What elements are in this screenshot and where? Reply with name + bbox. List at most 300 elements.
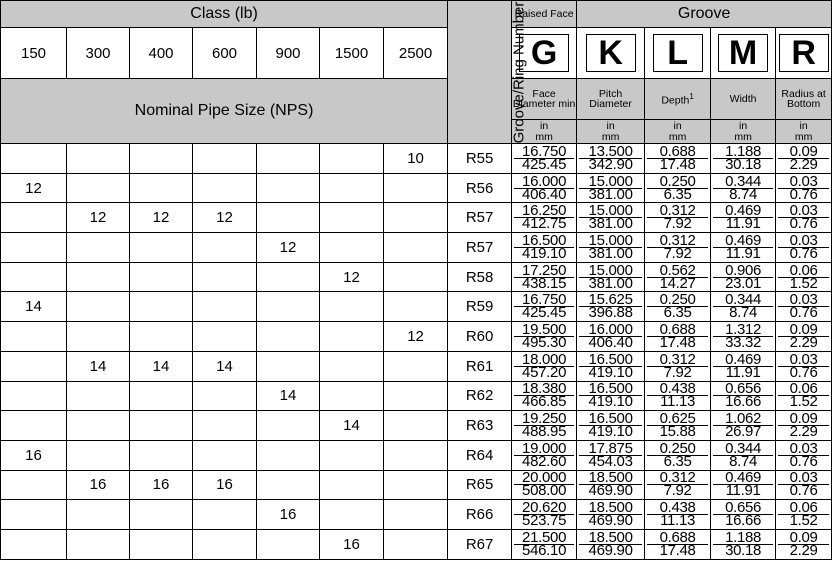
- letter-m: M: [718, 34, 768, 72]
- face-cell: [512, 292, 577, 322]
- pitch-mm-value: 381.00: [579, 217, 642, 230]
- nps-cell-600: [193, 411, 257, 441]
- width-cell: [711, 440, 776, 470]
- face-inch-value: 20.000: [522, 469, 567, 487]
- radius-mm-value: 0.76: [778, 188, 829, 201]
- depth-inch-value: 0.312: [659, 202, 696, 220]
- radius-inch-value: 0.09: [789, 410, 818, 428]
- nps-cell-300: [67, 144, 130, 174]
- class-150: 150: [1, 28, 67, 79]
- nps-cell-400: [130, 262, 193, 292]
- face-inch-value: 16.250: [522, 202, 567, 220]
- width-mm-value: 16.66: [713, 395, 773, 408]
- radius-mm-value: 0.76: [778, 306, 829, 319]
- depth-header: Depth$^1$: [645, 79, 711, 120]
- nps-cell-150: 12: [1, 173, 67, 203]
- class-900: 900: [257, 28, 320, 79]
- nps-cell-400: 14: [130, 351, 193, 381]
- face-mm-value: 412.75: [514, 217, 574, 230]
- depth-mm-value: 17.48: [647, 158, 708, 171]
- face-mm-value: 438.15: [514, 277, 574, 290]
- radius-inch-value: 0.09: [789, 142, 818, 160]
- unit-face: in mm: [512, 120, 577, 144]
- width-inch-value: 1.312: [725, 320, 762, 338]
- table-row: [1, 411, 832, 441]
- depth-mm-value: 7.92: [647, 247, 708, 260]
- nps-cell-300: [67, 233, 130, 263]
- ring-number-header: Groove/Ring Number: [448, 1, 512, 144]
- depth-cell: [645, 411, 711, 441]
- face-inch-value: 19.500: [522, 320, 567, 338]
- nps-cell-1500: [320, 440, 384, 470]
- nps-cell-300: [67, 440, 130, 470]
- face-mm-value: 457.20: [514, 366, 574, 379]
- width-inch-value: 1.062: [725, 410, 762, 428]
- depth-inch-value: 0.438: [659, 380, 696, 398]
- depth-inch-value: 0.438: [659, 499, 696, 517]
- width-inch-value: 0.344: [725, 439, 762, 457]
- radius-mm-value: 0.76: [778, 366, 829, 379]
- pitch-mm-value: 342.90: [579, 158, 642, 171]
- groove-header: Groove: [577, 1, 832, 28]
- nps-cell-600: [193, 292, 257, 322]
- table-row: [1, 440, 832, 470]
- nps-cell-900: [257, 322, 320, 352]
- nps-cell-1500: [320, 233, 384, 263]
- depth-cell: [645, 529, 711, 559]
- nps-cell-2500: [384, 292, 448, 322]
- ring-number-cell: R65: [448, 470, 512, 500]
- nps-cell-900: [257, 440, 320, 470]
- face-mm-value: 425.45: [514, 306, 574, 319]
- face-mm-value: 406.40: [514, 188, 574, 201]
- face-cell: [512, 381, 577, 411]
- pitch-mm-value: 406.40: [579, 336, 642, 349]
- radius-inch-value: 0.03: [789, 202, 818, 220]
- nps-cell-400: [130, 500, 193, 530]
- depth-mm-value: 14.27: [647, 277, 708, 290]
- width-inch-value: 0.469: [725, 231, 762, 249]
- nps-cell-400: [130, 529, 193, 559]
- letter-m-cell: [711, 28, 776, 79]
- nps-cell-1500: 16: [320, 529, 384, 559]
- radius-cell: [776, 292, 832, 322]
- face-inch-value: 21.500: [522, 528, 567, 546]
- width-cell: [711, 411, 776, 441]
- nps-cell-900: [257, 529, 320, 559]
- nps-cell-150: [1, 351, 67, 381]
- ring-number-cell: R67: [448, 529, 512, 559]
- nps-cell-900: 16: [257, 500, 320, 530]
- pitch-mm-value: 454.03: [579, 455, 642, 468]
- letter-l: L: [653, 34, 703, 72]
- width-cell: [711, 292, 776, 322]
- table-row: [1, 203, 832, 233]
- depth-inch-value: 0.250: [659, 439, 696, 457]
- width-cell: [711, 233, 776, 263]
- nps-cell-400: [130, 233, 193, 263]
- pitch-diameter-header: Pitch Diameter: [577, 79, 645, 120]
- nps-cell-600: [193, 262, 257, 292]
- ring-number-cell: R57: [448, 203, 512, 233]
- radius-inch-value: 0.09: [789, 320, 818, 338]
- face-cell: [512, 322, 577, 352]
- pitch-inch-value: 15.000: [588, 172, 633, 190]
- table-row: [1, 144, 832, 174]
- depth-cell: [645, 470, 711, 500]
- depth-inch-value: 0.312: [659, 350, 696, 368]
- nps-cell-150: [1, 500, 67, 530]
- ring-number-cell: R55: [448, 144, 512, 174]
- nps-cell-300: [67, 322, 130, 352]
- nps-cell-400: [130, 292, 193, 322]
- depth-mm-value: 17.48: [647, 544, 708, 557]
- nps-cell-900: 14: [257, 381, 320, 411]
- face-inch-value: 18.380: [522, 380, 567, 398]
- width-mm-value: 11.91: [713, 247, 773, 260]
- table-row: [1, 351, 832, 381]
- depth-inch-value: 0.312: [659, 231, 696, 249]
- width-mm-value: 30.18: [713, 544, 773, 557]
- depth-mm-value: 11.13: [647, 395, 708, 408]
- depth-mm-value: 7.92: [647, 217, 708, 230]
- nps-cell-150: 16: [1, 440, 67, 470]
- pitch-mm-value: 396.88: [579, 306, 642, 319]
- depth-inch-value: 0.688: [659, 320, 696, 338]
- nps-cell-1500: [320, 500, 384, 530]
- ring-number-cell: R56: [448, 173, 512, 203]
- nps-cell-150: [1, 233, 67, 263]
- nps-cell-600: [193, 144, 257, 174]
- depth-mm-value: 17.48: [647, 336, 708, 349]
- ring-number-cell: R64: [448, 440, 512, 470]
- face-mm-value: 546.10: [514, 544, 574, 557]
- class-header: Class (lb): [1, 1, 448, 28]
- nps-cell-600: [193, 381, 257, 411]
- table-body: [1, 144, 832, 560]
- nps-cell-1500: [320, 351, 384, 381]
- face-cell: [512, 203, 577, 233]
- radius-cell: [776, 233, 832, 263]
- pitch-cell: [577, 351, 645, 381]
- pitch-cell: [577, 500, 645, 530]
- pitch-mm-value: 419.10: [579, 425, 642, 438]
- nps-cell-400: [130, 173, 193, 203]
- face-mm-value: 495.30: [514, 336, 574, 349]
- pitch-inch-value: 15.000: [588, 261, 633, 279]
- table-row: [1, 529, 832, 559]
- radius-inch-value: 0.06: [789, 380, 818, 398]
- pitch-cell: [577, 411, 645, 441]
- face-cell: [512, 500, 577, 530]
- radius-cell: [776, 529, 832, 559]
- depth-cell: [645, 322, 711, 352]
- radius-mm-value: 2.29: [778, 336, 829, 349]
- nps-cell-900: 12: [257, 233, 320, 263]
- radius-cell: [776, 500, 832, 530]
- depth-cell: [645, 203, 711, 233]
- nps-cell-300: [67, 411, 130, 441]
- pitch-inch-value: 16.500: [588, 410, 633, 428]
- nps-cell-2500: [384, 173, 448, 203]
- table-row: [1, 233, 832, 263]
- nps-cell-400: 12: [130, 203, 193, 233]
- depth-cell: [645, 233, 711, 263]
- depth-mm-value: 7.92: [647, 366, 708, 379]
- pitch-mm-value: 469.90: [579, 544, 642, 557]
- face-inch-value: 19.000: [522, 439, 567, 457]
- radius-mm-value: 0.76: [778, 247, 829, 260]
- nps-cell-1500: [320, 322, 384, 352]
- face-cell: [512, 262, 577, 292]
- nps-cell-150: [1, 470, 67, 500]
- nps-cell-150: [1, 529, 67, 559]
- nps-cell-2500: [384, 233, 448, 263]
- width-inch-value: 1.188: [725, 142, 762, 160]
- ring-number-cell: R60: [448, 322, 512, 352]
- radius-mm-value: 2.29: [778, 425, 829, 438]
- raised-face-header: Raised Face: [512, 1, 577, 28]
- pitch-mm-value: 381.00: [579, 247, 642, 260]
- ring-number-cell: R62: [448, 381, 512, 411]
- pitch-cell: [577, 262, 645, 292]
- unit-radius: in mm: [776, 120, 832, 144]
- radius-mm-value: 0.76: [778, 484, 829, 497]
- width-cell: [711, 144, 776, 174]
- nps-cell-600: [193, 322, 257, 352]
- nps-cell-2500: [384, 411, 448, 441]
- nps-cell-300: 16: [67, 470, 130, 500]
- nps-cell-2500: [384, 381, 448, 411]
- depth-cell: [645, 144, 711, 174]
- pitch-inch-value: 15.000: [588, 202, 633, 220]
- nps-cell-1500: [320, 381, 384, 411]
- pitch-inch-value: 18.500: [588, 499, 633, 517]
- face-mm-value: 425.45: [514, 158, 574, 171]
- pitch-mm-value: 469.90: [579, 484, 642, 497]
- width-cell: [711, 173, 776, 203]
- face-inch-value: 16.750: [522, 291, 567, 309]
- table-row: [1, 262, 832, 292]
- nps-cell-2500: [384, 529, 448, 559]
- depth-mm-value: 7.92: [647, 484, 708, 497]
- width-mm-value: 33.32: [713, 336, 773, 349]
- radius-mm-value: 1.52: [778, 514, 829, 527]
- width-cell: [711, 500, 776, 530]
- ring-number-cell: R58: [448, 262, 512, 292]
- table-row: [1, 322, 832, 352]
- depth-inch-value: 0.250: [659, 291, 696, 309]
- nps-header: Nominal Pipe Size (NPS): [1, 79, 448, 144]
- width-cell: [711, 322, 776, 352]
- width-inch-value: 0.469: [725, 202, 762, 220]
- nps-cell-400: [130, 144, 193, 174]
- depth-cell: [645, 292, 711, 322]
- radius-inch-value: 0.03: [789, 469, 818, 487]
- class-300: 300: [67, 28, 130, 79]
- pitch-cell: [577, 381, 645, 411]
- radius-header: Radius at Bottom: [776, 79, 832, 120]
- letter-k: K: [586, 34, 636, 72]
- nps-cell-300: 12: [67, 203, 130, 233]
- class-1500: 1500: [320, 28, 384, 79]
- nps-cell-150: [1, 381, 67, 411]
- depth-mm-value: 11.13: [647, 514, 708, 527]
- nps-cell-1500: [320, 144, 384, 174]
- width-inch-value: 0.344: [725, 291, 762, 309]
- pitch-cell: [577, 470, 645, 500]
- depth-cell: [645, 173, 711, 203]
- depth-inch-value: 0.250: [659, 172, 696, 190]
- radius-cell: [776, 351, 832, 381]
- radius-cell: [776, 173, 832, 203]
- width-mm-value: 11.91: [713, 484, 773, 497]
- width-inch-value: 0.656: [725, 380, 762, 398]
- radius-mm-value: 0.76: [778, 455, 829, 468]
- face-mm-value: 466.85: [514, 395, 574, 408]
- width-inch-value: 0.906: [725, 261, 762, 279]
- width-inch-value: 0.469: [725, 469, 762, 487]
- nps-cell-600: 16: [193, 470, 257, 500]
- radius-mm-value: 0.76: [778, 217, 829, 230]
- nps-cell-300: 14: [67, 351, 130, 381]
- face-mm-value: 508.00: [514, 484, 574, 497]
- nps-cell-150: [1, 322, 67, 352]
- face-mm-value: 488.95: [514, 425, 574, 438]
- nps-cell-300: [67, 262, 130, 292]
- nps-cell-400: [130, 381, 193, 411]
- nps-cell-1500: [320, 203, 384, 233]
- width-mm-value: 11.91: [713, 366, 773, 379]
- ring-number-cell: R57: [448, 233, 512, 263]
- pitch-cell: [577, 440, 645, 470]
- face-cell: [512, 440, 577, 470]
- nps-cell-400: [130, 322, 193, 352]
- ring-number-cell: R63: [448, 411, 512, 441]
- depth-inch-value: 0.625: [659, 410, 696, 428]
- nps-cell-300: [67, 173, 130, 203]
- depth-inch-value: 0.562: [659, 261, 696, 279]
- nps-cell-600: [193, 440, 257, 470]
- table-row: [1, 381, 832, 411]
- width-mm-value: 8.74: [713, 188, 773, 201]
- radius-cell: [776, 203, 832, 233]
- width-cell: [711, 351, 776, 381]
- letter-r: R: [779, 34, 829, 72]
- face-mm-value: 419.10: [514, 247, 574, 260]
- radius-cell: [776, 411, 832, 441]
- nps-cell-900: [257, 351, 320, 381]
- depth-mm-value: 6.35: [647, 455, 708, 468]
- pitch-mm-value: 381.00: [579, 188, 642, 201]
- unit-pitch: in mm: [577, 120, 645, 144]
- radius-mm-value: 2.29: [778, 158, 829, 171]
- nps-cell-600: [193, 500, 257, 530]
- face-inch-value: 20.620: [522, 499, 567, 517]
- face-cell: [512, 173, 577, 203]
- width-inch-value: 0.469: [725, 350, 762, 368]
- nps-cell-1500: [320, 292, 384, 322]
- table-row: [1, 500, 832, 530]
- nps-cell-600: [193, 173, 257, 203]
- table-row: [1, 173, 832, 203]
- face-inch-value: 19.250: [522, 410, 567, 428]
- nps-cell-300: [67, 500, 130, 530]
- letter-k-cell: [577, 28, 645, 79]
- depth-inch-value: 0.688: [659, 528, 696, 546]
- face-inch-value: 17.250: [522, 261, 567, 279]
- pitch-inch-value: 13.500: [588, 142, 633, 160]
- face-cell: [512, 529, 577, 559]
- radius-mm-value: 2.29: [778, 544, 829, 557]
- radius-cell: [776, 262, 832, 292]
- pitch-cell: [577, 529, 645, 559]
- radius-cell: [776, 470, 832, 500]
- nps-cell-2500: [384, 440, 448, 470]
- nps-cell-600: [193, 233, 257, 263]
- width-cell: [711, 262, 776, 292]
- nps-cell-1500: [320, 173, 384, 203]
- pitch-inch-value: 15.000: [588, 231, 633, 249]
- pitch-inch-value: 15.625: [588, 291, 633, 309]
- radius-cell: [776, 440, 832, 470]
- depth-mm-value: 15.88: [647, 425, 708, 438]
- unit-depth: in mm: [645, 120, 711, 144]
- ring-number-cell: R66: [448, 500, 512, 530]
- nps-cell-2500: [384, 351, 448, 381]
- face-inch-value: 16.500: [522, 231, 567, 249]
- face-inch-value: 16.000: [522, 172, 567, 190]
- class-400: 400: [130, 28, 193, 79]
- face-cell: [512, 144, 577, 174]
- nps-cell-900: [257, 173, 320, 203]
- nps-cell-900: [257, 470, 320, 500]
- face-cell: [512, 470, 577, 500]
- pitch-mm-value: 419.10: [579, 366, 642, 379]
- radius-cell: [776, 381, 832, 411]
- nps-cell-300: [67, 292, 130, 322]
- nps-cell-2500: [384, 262, 448, 292]
- pitch-inch-value: 16.000: [588, 320, 633, 338]
- radius-cell: [776, 144, 832, 174]
- letter-r-cell: [776, 28, 832, 79]
- nps-cell-400: 16: [130, 470, 193, 500]
- depth-mm-value: 6.35: [647, 188, 708, 201]
- width-mm-value: 30.18: [713, 158, 773, 171]
- face-inch-value: 16.750: [522, 142, 567, 160]
- pitch-cell: [577, 292, 645, 322]
- nps-cell-400: [130, 411, 193, 441]
- pitch-inch-value: 16.500: [588, 380, 633, 398]
- width-cell: [711, 470, 776, 500]
- radius-cell: [776, 322, 832, 352]
- pitch-inch-value: 16.500: [588, 350, 633, 368]
- depth-cell: [645, 500, 711, 530]
- table-row: [1, 470, 832, 500]
- width-mm-value: 11.91: [713, 217, 773, 230]
- pitch-mm-value: 381.00: [579, 277, 642, 290]
- width-cell: [711, 203, 776, 233]
- nps-cell-600: [193, 529, 257, 559]
- ring-number-cell: R61: [448, 351, 512, 381]
- width-inch-value: 0.656: [725, 499, 762, 517]
- pitch-cell: [577, 322, 645, 352]
- radius-inch-value: 0.03: [789, 231, 818, 249]
- class-600: 600: [193, 28, 257, 79]
- depth-cell: [645, 440, 711, 470]
- nps-cell-1500: 12: [320, 262, 384, 292]
- depth-cell: [645, 381, 711, 411]
